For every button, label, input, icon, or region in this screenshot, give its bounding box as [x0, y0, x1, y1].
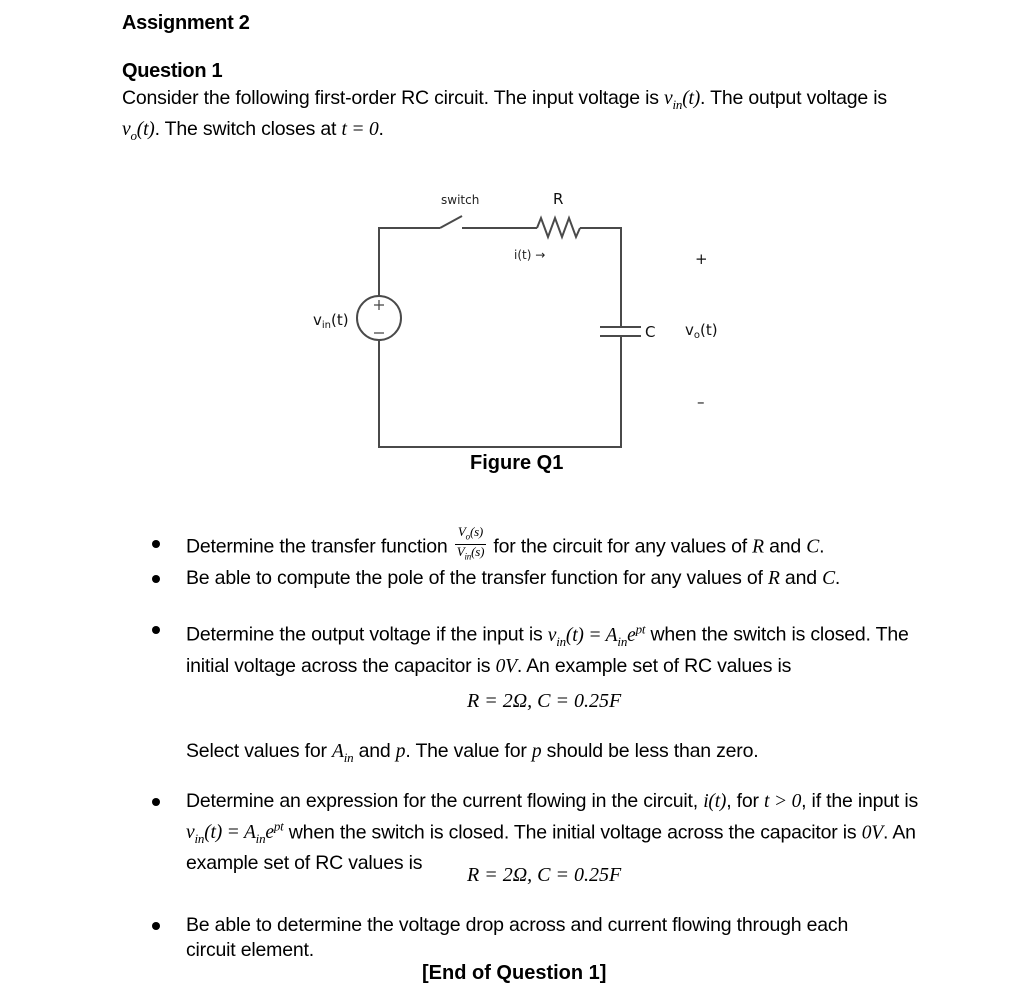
bullet-dot: [152, 540, 160, 548]
source-polarity: [374, 300, 384, 333]
rc-values-equation-1: R = 2Ω, C = 0.25F: [467, 690, 622, 712]
bullet-voltage-drop: Be able to determine the voltage drop across and current flowing through each circuit element.: [186, 914, 849, 961]
output-voltage-label: $v_o(t)$: [685, 321, 718, 341]
question-heading: Question 1: [122, 60, 223, 82]
bullet-dot: [152, 922, 160, 930]
vin-symbol: $v_{in}(t)$: [664, 88, 701, 112]
current-label: i(t) →: [514, 248, 546, 262]
output-plus-sign: +: [695, 250, 708, 268]
circuit-wires: [357, 216, 641, 447]
vo-symbol: $v_o(t)$: [122, 118, 155, 143]
figure-caption: Figure Q1: [470, 452, 564, 474]
wire-bottom: [379, 336, 621, 447]
resistor-zigzag: [537, 218, 580, 237]
select-values-text: Select values for $A_{in}$ and p. The value for p should be less than zero.: [186, 740, 759, 765]
capacitor-label: C: [645, 323, 656, 341]
bullet-current: Determine an expression for the current flowing in the circuit, i(t), for t > 0, if the input is $v_{in}(t) = A_{in}e^{pt}$ when the switch is closed. The initial voltage across the capacitor is 0V. An example set of RC values is: [186, 790, 919, 875]
input-equation: $v_{in}(t) = A_{in}e^{pt}$: [547, 621, 646, 649]
source-label: $v_{in}(t)$: [313, 311, 349, 331]
output-minus-sign: –: [697, 393, 705, 411]
bullet-dot: [152, 626, 160, 634]
wire-left-top: [379, 228, 440, 296]
switch-label: switch: [441, 193, 480, 207]
t-equals-zero: t = 0: [341, 118, 379, 140]
resistor-label: R: [553, 190, 564, 208]
assignment-title: Assignment 2: [122, 12, 250, 34]
end-of-question-marker: [End of Question 1]: [422, 962, 607, 984]
bullet-output-voltage: Determine the output voltage if the input is $v_{in}(t) = A_{in}e^{pt}$ when the switch is closed. The initial voltage across the capacitor is 0V. An example set of RC values is: [186, 621, 909, 677]
input-equation: $v_{in}(t) = A_{in}e^{pt}$: [186, 818, 284, 846]
bullet-dot: [152, 798, 160, 806]
transfer-function-fraction: $\frac{V_o(s)}{V_{in}(s)}$: [456, 524, 485, 562]
bullet-transfer-function: Determine the transfer function $\frac{V_o(s)}{V_{in}(s)}$ for the circuit for any values of R and C.: [186, 524, 825, 562]
rc-values-equation-2: R = 2Ω, C = 0.25F: [467, 864, 622, 886]
switch-blade: [440, 216, 462, 228]
question-intro: Consider the following first-order RC circuit. The input voltage is $v_{in}(t)$. The output voltage is $v_o(t)$. The switch closes at t = 0.: [122, 87, 887, 143]
bullet-pole: Be able to compute the pole of the transfer function for any values of R and C.: [186, 567, 841, 589]
bullet-dot: [152, 575, 160, 583]
wire-right-top: [580, 228, 621, 327]
